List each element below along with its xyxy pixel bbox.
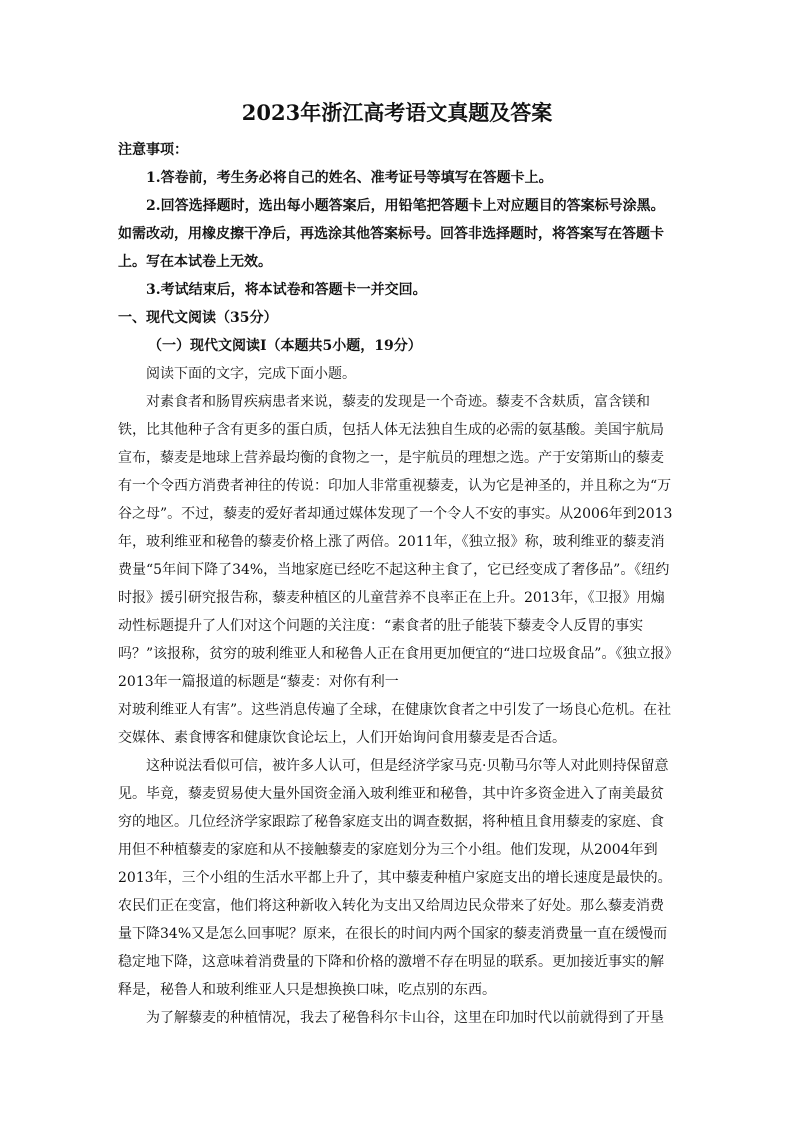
- notice-heading: 注意事项：: [118, 142, 188, 158]
- passage-paragraph-2: 这种说法看似可信，被许多人认可，但是经济学家马克·贝勒马尔等人对此则持保留意见。毕竟，藜麦贸易使大量外国资金涌入玻利维亚和秘鲁，其中许多资金进入了南美最贫穷的地区。几位经济学家跟踪了秘鲁家庭支出的调查数据，将种植且食用藜麦的家庭、食用但不种植藜麦的家庭和从不接触藜麦的家庭划分为三个小组。他们发现，从2004年到2013年，三个小组的生活水平都上升了，其中藜麦种植户家庭支出的增长速度是最快的。农民们正在变富，他们将这种新收入转化为支出又给周边民众带来了好处。那么藜麦消费量下降34%又是怎么回事呢？原来，在很长的时间内两个国家的藜麦消费量一直在缓慢而稳定地下降，这意味着消费量的下降和价格的激增不存在明显的联系。更加接近事实的解释是，秘鲁人和玻利维亚人只是想换换口味，吃点别的东西。: [118, 758, 672, 998]
- document-body: [118, 136, 676, 1032]
- passage-paragraph-3: 为了解藜麦的种植情况，我去了秘鲁科尔卡山谷，这里在印加时代以前就得到了开垦: [146, 1010, 664, 1026]
- notice-item-1: 1.答卷前，考生务必将自己的姓名、准考证号等填写在答题卡上。: [146, 170, 553, 186]
- passage-paragraph-continuation: 对玻利维亚人有害”。这些消息传遍了全球，在健康饮食者之中引发了一场良心危机。在社交媒体、素食博客和健康饮食论坛上，人们开始询问食用藜麦是否合适。: [118, 702, 672, 746]
- notice-item-3: 3.考试结束后，将本试卷和答题卡一并交回。: [146, 282, 427, 298]
- document-title: 2023年浙江高考语文真题及答案: [241, 100, 553, 125]
- notice-item-2: 2.回答选择题时，选出每小题答案后，用铅笔把答题卡上对应题目的答案标号涂黑。如需改动，用橡皮擦干净后，再选涂其他答案标号。回答非选择题时，将答案写在答题卡上。写在本试卷上无效。: [118, 198, 665, 270]
- sub-section-heading: （一）现代文阅读Ⅰ（本题共5小题，19分）: [148, 338, 422, 354]
- reading-instruction: 阅读下面的文字，完成下面小题。: [146, 366, 356, 382]
- section-heading: 一、现代文阅读（35分）: [118, 310, 278, 326]
- passage-paragraph-1: 对素食者和肠胃疾病患者来说，藜麦的发现是一个奇迹。藜麦不含麸质，富含镁和铁，比其他种子含有更多的蛋白质，包括人体无法独自生成的必需的氨基酸。美国宇航局宣布，藜麦是地球上营养最均衡的食物之一，是宇航员的理想之选。产于安第斯山的藜麦有一个令西方消费者神往的传说：印加人非常重视藜麦，认为它是神圣的，并且称之为“万谷之母”。不过，藜麦的爱好者却通过媒体发现了一个令人不安的事实。从2006年到2013年，玻利维亚和秘鲁的藜麦价格上涨了两倍。2011年，《独立报》称，玻利维亚的藜麦消费量“5年间下降了34%，当地家庭已经吃不起这种主食了，它已经变成了奢侈品”。《纽约时报》援引研究报告称，藜麦种植区的儿童营养不良率正在上升。2013年，《卫报》用煽动性标题提升了人们对这个问题的关注度：“素食者的肚子能装下藜麦令人反胃的事实吗？”该报称，贫穷的玻利维亚人和秘鲁人正在食用更加便宜的“进口垃圾食品”。《独立报》2013年一篇报道的标题是“藜麦：对你有利一: [118, 394, 673, 690]
